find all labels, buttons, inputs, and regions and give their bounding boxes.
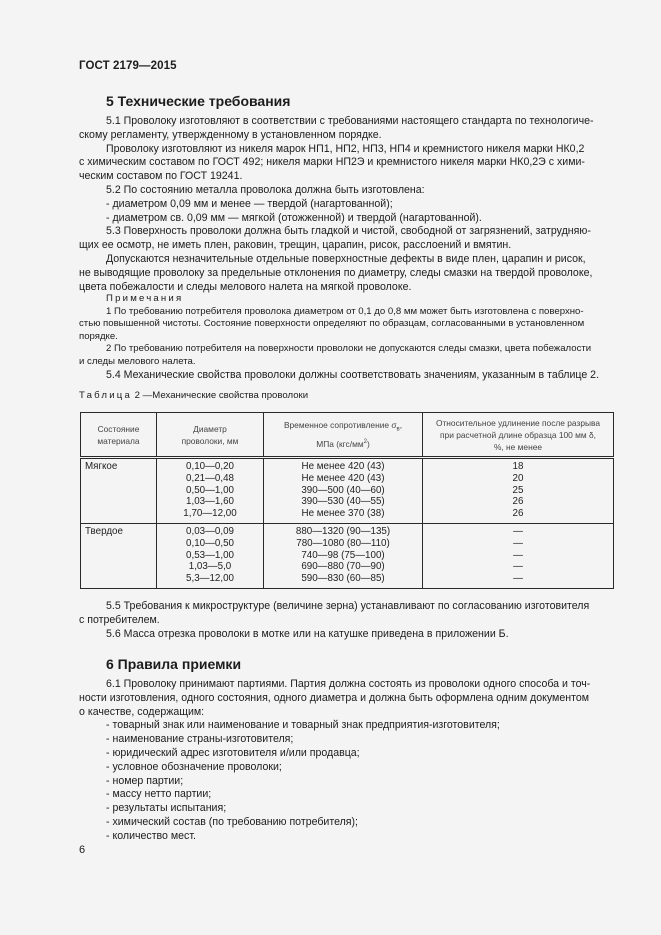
state-cell: Твердое (81, 523, 157, 588)
notes-label: Примечания (106, 293, 184, 304)
strength-cell: 880—1320 (90—135) 780—1080 (80—110) 740—98 (75—100) 690—880 (70—90) 590—830 (60—85) (264, 523, 423, 588)
header-state: Состояние материала (81, 413, 157, 458)
section-6-heading: 6 Правила приемки (106, 656, 242, 672)
list-item: - результаты испытания; (106, 802, 227, 815)
header-tensile-strength: Временное сопротивление $\sigma_в$, МПа $(кгс/мм^2)$ (264, 413, 423, 458)
diameter-cell: 0,10—0,20 0,21—0,48 0,50—1,00 1,03—1,60 1,70—12,00 (157, 458, 264, 524)
header-diameter: Диаметр проволоки, мм (157, 413, 264, 458)
paragraph-5-1: 5.1 Проволоку изготовляют в соответствии с требованиями настоящего стандарта по технологиче- скому регламенту, утвержденному в установленном порядке. Проволоку изготовляют из никеля марок НП1, НП2, НП3, НП4 и кремнистого никеля марки НК0,2 с химическим составом по ГОСТ 492; никеля марки НП2Э и кремнистого никеля марки НК0,2Э с хими- ческим составом по ГОСТ 19241. (79, 115, 594, 183)
table-caption: Таблица 2 —Механические свойства проволоки (79, 390, 309, 401)
list-item: - количество мест. (106, 829, 196, 842)
list-item: - наименование страны-изготовителя; (106, 733, 294, 746)
page-number: 6 (79, 844, 86, 856)
section-5-heading: 5 Технические требования (106, 93, 291, 109)
elongation-cell: 18 20 25 26 26 (423, 458, 614, 524)
list-item: - юридический адрес изготовителя и/или продавца; (106, 746, 360, 759)
strength-cell: Не менее 420 (43) Не менее 420 (43) 390—500 (40—60) 390—530 (40—55) Не менее 370 (38) (264, 458, 423, 524)
list-item: - химический состав (по требованию потребителя); (106, 815, 358, 828)
list-item: - массу нетто партии; (106, 788, 212, 801)
list-item: - товарный знак или наименование и товарный знак предприятия-изготовителя; (106, 719, 500, 732)
table-row-group-soft (81, 458, 614, 524)
paragraph-6-1: 6.1 Проволоку принимают партиями. Партия должна состоять из проволоки одного способа и точ- ности изготовления, одного состояния, одного диаметра и должна быть оформлена одним документом о качестве, содержащим: - товарный знак или наименование и товарный знак предприятия-изготовителя; - наименование страны-изготовителя; - юридический адрес изготовителя и/или продавца; - условное обозначение проволоки; - номер партии; - массу нетто партии; - результаты испытания; - химический состав (по требованию потребителя); - количество мест. (79, 678, 614, 844)
notes-block: Примечания 1 По требованию потребителя проволока диаметром от 0,1 до 0,8 мм может быть изготовлена с поверхно- стью повышенной чистоты. Состояние поверхности определяют по образцам, согласованными в установленном порядке. 2 По требованию потребителя на поверхности проволоки не допускаются следы смазки, цвета побежалости и следы мелового налета. (79, 293, 614, 369)
paragraph-5-5-5-6: 5.5 Требования к микроструктуре (величине зерна) устанавливают по согласованию изготовителя с потребителем. 5.6 Масса отрезка проволоки в мотке или на катушке приведена в приложении Б. (79, 600, 590, 640)
table-row-group-hard (81, 523, 614, 588)
state-cell: Мягкое (81, 458, 157, 524)
list-item: - номер партии; (106, 774, 184, 787)
list-item: - условное обозначение проволоки; (106, 760, 282, 773)
document-id-header: ГОСТ 2179—2015 (79, 60, 177, 72)
paragraph-5-2: 5.2 По состоянию металла проволока должна быть изготовлена: - диаметром 0,09 мм и менее — твердой (нагартованной); - диаметром св. 0,09 мм — мягкой (отожженной) и твердой (нагартованной). 5.3 Поверхность проволоки должна быть гладкой и чистой, свободной от загрязнений, затрудняю- щих ее осмотр, не иметь плен, раковин, трещин, царапин, рисок, расслоений и вмятин. Допускаются незначительные отдельные поверхностные дефекты в виде плен, царапин и рисок, не выводящие проволоку за предельные отклонения по диаметру, следы смазки на твердой проволоке, цвета побежалости и следы мелового налета на мягкой проволоке. (79, 184, 593, 293)
elongation-cell: — — — — — (423, 523, 614, 588)
paragraph-5-4: 5.4 Механические свойства проволоки должны соответствовать значениям, указанным в таблице 2. (106, 369, 600, 381)
header-elongation: Относительное удлинение после разрыва при расчетной длине образца 100 мм δ, %, не менее (423, 413, 614, 458)
diameter-cell: 0,03—0,09 0,10—0,50 0,53—1,00 1,03—5,0 5,3—12,00 (157, 523, 264, 588)
mechanical-properties-table (80, 412, 614, 589)
